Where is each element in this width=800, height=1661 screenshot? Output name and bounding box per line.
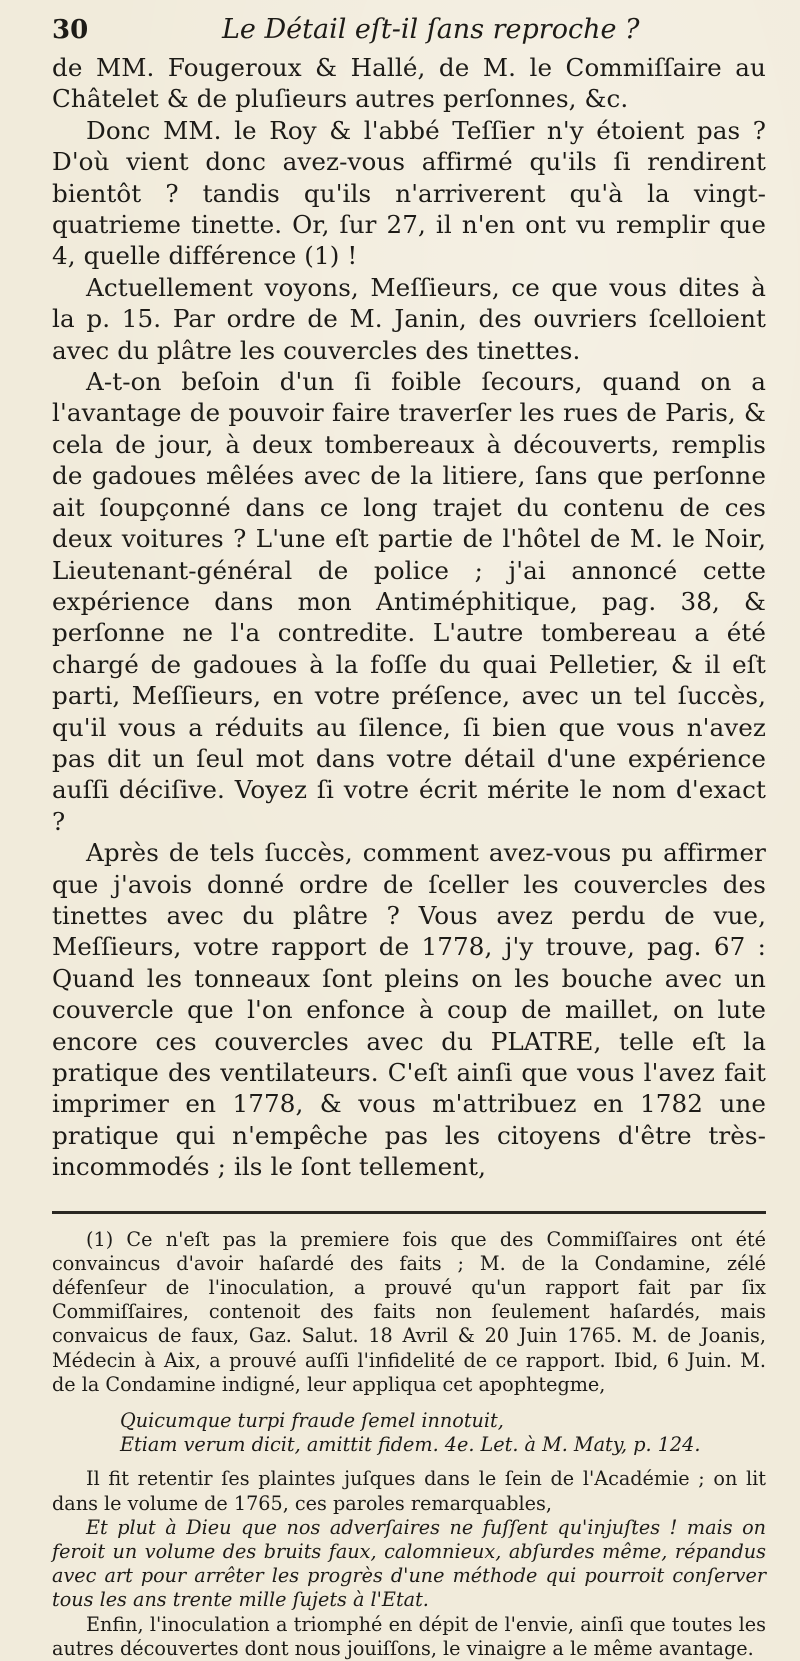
paragraph: Actuellement voyons, Meſſieurs, ce que vous dites à la p. 15. Par ordre de M. Janin, des ouvriers ſcelloient avec du plâtre les couvercles des tinettes. <box>52 272 766 365</box>
page-number: 30 <box>52 15 89 45</box>
latin-quote-line: Quicumque turpi fraude ſemel innotuit, <box>120 1409 504 1433</box>
paragraph: Donc MM. le Roy & l'abbé Teſſier n'y étoient pas ? D'où vient donc avez-vous affirmé qu'ils ſi rendirent bientôt ? tandis qu'ils n'arriverent qu'à la vingt-quatrieme tinette. Or, ſur 27, il n'en ont vu remplir que 4, quelle différence (1) ! <box>52 115 766 271</box>
footnotes <box>52 1228 766 1661</box>
footnote-paragraph: Il fit retentir ſes plaintes juſques dans le ſein de l'Académie ; on lit dans le volume de 1765, ces paroles remarquables, <box>52 1467 766 1515</box>
paragraph-continuation: de MM. Fougeroux & Hallé, de M. le Commiſſaire au Châtelet & de pluſieurs autres perſonnes, &c. <box>52 53 766 114</box>
running-head: Le Détail eſt-il ſans reproche ? <box>222 14 640 45</box>
footnote-paragraph: (1) Ce n'eſt pas la premiere fois que des Commiſſaires ont été convaincus d'avoir haſardé des faits ; M. de la Condamine, zélé défenſeur de l'inoculation, a prouvé qu'un rapport fait par ſix Commiſſaires, contenoit des faits non ſeulement haſardés, mais convaicus de faux, Gaz. Salut. 18 Avril & 20 Juin 1765. M. de Joanis, Médecin à Aix, a prouvé auſſi l'infidelité de ce rapport. Ibid, 6 Juin. M. de la Condamine indigné, leur appliqua cet apophtegme, <box>52 1227 766 1396</box>
footnote-paragraph: Enfin, l'inoculation a triomphé en dépit de l'envie, ainſi que toutes les autres découvertes dont nous jouiſſons, le vinaigre a le même avantage. <box>52 1612 766 1660</box>
paragraph: A-t-on beſoin d'un ſi foible ſecours, quand on a l'avantage de pouvoir faire traverſer les rues de Paris, & cela de jour, à deux tombereaux à découverts, remplis de gadoues mêlées avec de la litiere, ſans que perſonne ait ſoupçonné dans ce long trajet du contenu de ces deux voitures ? L'une eſt partie de l'hôtel de M. le Noir, Lieutenant-général de police ; j'ai annoncé cette expérience dans mon Antiméphitique, pag. 38, & perſonne ne l'a contredite. L'autre tombereau a été chargé de gadoues à la foſſe du quai Pelletier, & il eſt parti, Meſſieurs, en votre préſence, avec un tel ſuccès, qu'il vous a réduits au ſilence, ſi bien que vous n'avez pas dit un ſeul mot dans votre détail d'une expérience auſſi déciſive. Voyez ſi votre écrit mérite le nom d'exact ? <box>52 367 766 836</box>
footnote-quotation: Et plut à Dieu que nos adverſaires ne fuſſent qu'injuſtes ! mais on feroit un volume des bruits faux, calomnieux, abſurdes même, répandus avec art pour arrêter les progrès d'une méthode qui pourroit conſerver tous les ans trente mille ſujets à l'Etat. <box>52 1515 766 1612</box>
footnote-divider <box>52 1211 766 1214</box>
main-text <box>52 52 766 1183</box>
page-header <box>52 14 766 52</box>
paragraph: Après de tels ſuccès, comment avez-vous pu affirmer que j'avois donné ordre de ſceller les couvercles des tinettes avec du plâtre ? Vous avez perdu de vue, Meſſieurs, votre rapport de 1778, j'y trouve, pag. 67 : Quand les tonneaux ſont pleins on les bouche avec un couvercle que l'on enfonce à coup de maillet, on lute encore ces couvercles avec du PLATRE, telle eſt la pratique des ventilateurs. C'eſt ainſi que vous l'avez fait imprimer en 1778, & vous m'attribuez en 1782 une pratique qui n'empêche pas les citoyens d'être très-incommodés ; ils le ſont tellement, <box>52 838 766 1182</box>
latin-quote-line: Etiam verum dicit, amittit fidem. 4e. Let. à M. Maty, p. 124. <box>120 1433 701 1457</box>
